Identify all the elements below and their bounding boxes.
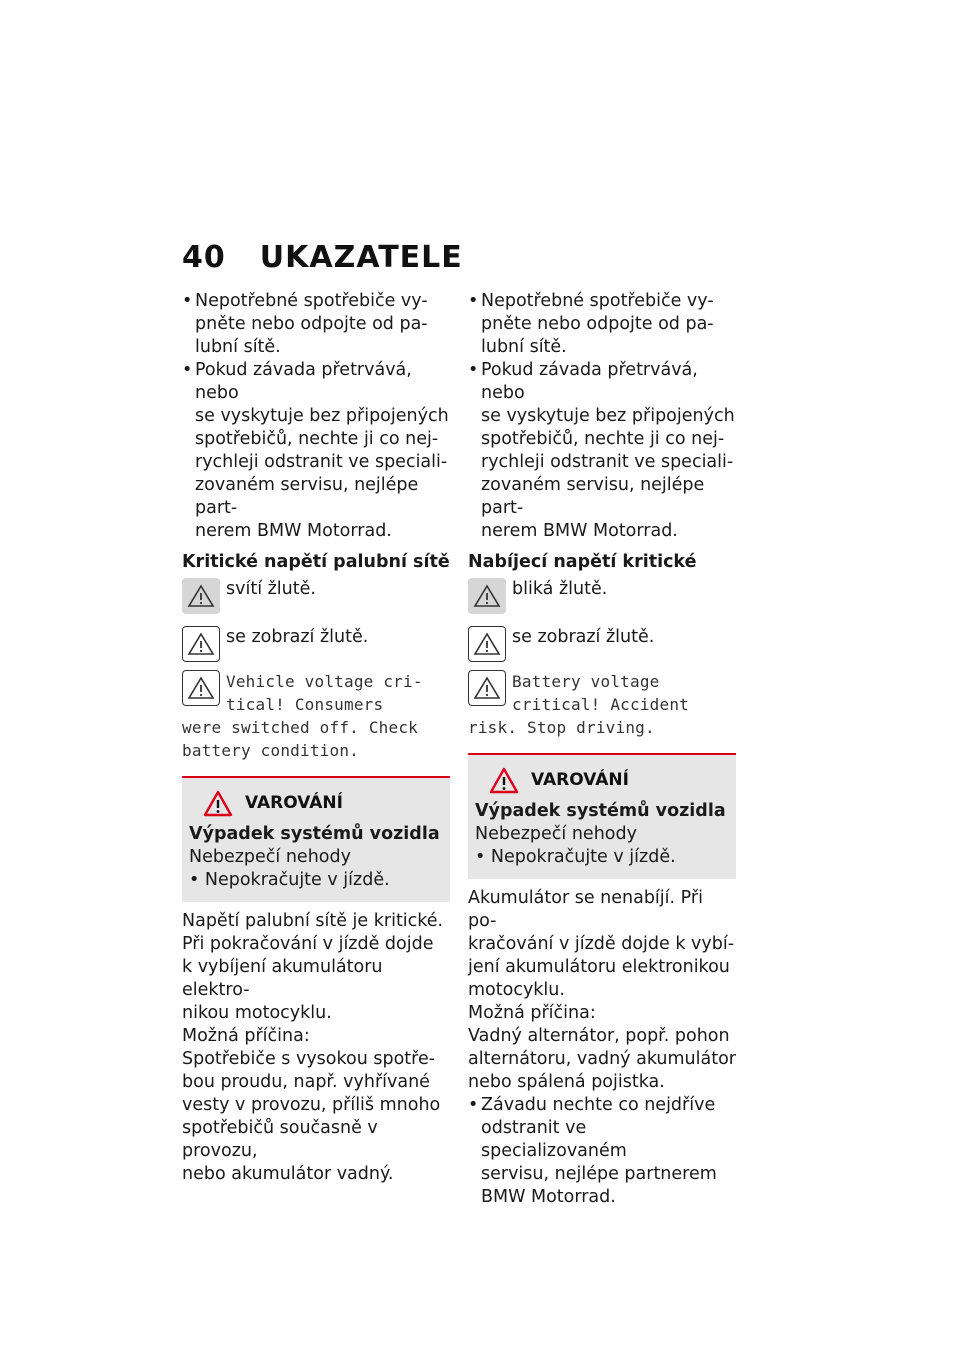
left-column — [182, 290, 450, 1186]
display-message-text: risk. Stop driving. — [468, 718, 655, 737]
warning-triangle-icon — [468, 578, 506, 614]
page-title: UKAZATELE — [259, 240, 463, 275]
indicator-row — [468, 578, 736, 614]
warning-subtitle: Výpadek systémů vozidla — [475, 801, 726, 821]
indicator-text: se zobrazí žlutě. — [512, 627, 655, 647]
warning-text: Nebezpečí nehody — [189, 847, 351, 867]
indicator-text: svítí žlutě. — [226, 579, 316, 599]
bullet-item: • Pokud závada přetrvává, nebo se vyskytuje bez připojených spotřebičů, nechte ji co nej- rychleji odstranit ve speciali- zovaném servisu, nejlépe part- nerem BMW Motorrad. — [468, 360, 735, 541]
indicator-text: se zobrazí žlutě. — [226, 627, 369, 647]
warning-title: VAROVÁNÍ — [245, 793, 343, 813]
bullet-item: • Pokud závada přetrvává, nebo se vyskytuje bez připojených spotřebičů, nechte ji co nej- rychleji odstranit ve speciali- zovaném servisu, nejlépe part- nerem BMW Motorrad. — [182, 360, 449, 541]
display-message-text: were switched off. Check battery condition. — [182, 718, 418, 760]
warning-triangle-icon — [468, 626, 506, 662]
bullet-item: • Závadu nechte co nejdříve odstranit ve specializovaném servisu, nejlépe partnerem BMW Motorrad. — [468, 1095, 717, 1207]
warning-box — [182, 776, 450, 902]
body-paragraph: Akumulátor se nenabíjí. Při po- kračování v jízdě dojde k vybí- jení akumulátoru elektronikou motocyklu. Možná příčina: Vadný alternátor, popř. pohon alternátoru, vadný akumulátor nebo spálená pojistka. — [468, 888, 736, 1092]
warning-triangle-icon — [182, 670, 220, 706]
body-paragraph: Napětí palubní sítě je kritické. Při pokračování v jízdě dojde k vybíjení akumulátoru elektro- nikou motocyklu. Možná příčina: Spotřebiče s vysokou spotře- bou proudu, např. vyhřívané vesty v provozu, příliš mnoho spotřebičů současně v provozu, nebo akumulátor vadný. — [182, 911, 444, 1184]
display-message — [468, 670, 736, 739]
warning-triangle-red-icon — [203, 790, 233, 817]
warning-triangle-red-icon — [489, 767, 519, 794]
display-message-text: Battery voltage critical! Accident — [512, 672, 689, 714]
warning-box — [468, 753, 736, 879]
warning-triangle-icon — [182, 626, 220, 662]
warning-triangle-icon — [182, 578, 220, 614]
warning-text: • Nepokračujte v jízdě. — [475, 847, 676, 867]
bullet-item: • Nepotřebné spotřebiče vy- pněte nebo odpojte od pa- lubní sítě. — [182, 291, 428, 357]
indicator-text: bliká žlutě. — [512, 579, 608, 599]
indicator-row — [182, 578, 450, 614]
page-number: 40 — [182, 240, 226, 275]
bullet-item: • Nepotřebné spotřebiče vy- pněte nebo odpojte od pa- lubní sítě. — [468, 291, 714, 357]
warning-text: Nebezpečí nehody — [475, 824, 637, 844]
warning-title: VAROVÁNÍ — [531, 770, 629, 790]
display-message-text: Vehicle voltage cri- tical! Consumers — [226, 672, 423, 714]
warning-triangle-icon — [468, 670, 506, 706]
section-heading: Nabíjecí napětí kritické — [468, 552, 697, 572]
indicator-row — [182, 626, 450, 662]
section-heading: Kritické napětí palubní sítě — [182, 552, 450, 572]
indicator-row — [468, 626, 736, 662]
page-header — [182, 240, 463, 275]
right-column — [468, 290, 736, 1209]
display-message — [182, 670, 450, 762]
warning-subtitle: Výpadek systémů vozidla — [189, 824, 440, 844]
warning-text: • Nepokračujte v jízdě. — [189, 870, 390, 890]
